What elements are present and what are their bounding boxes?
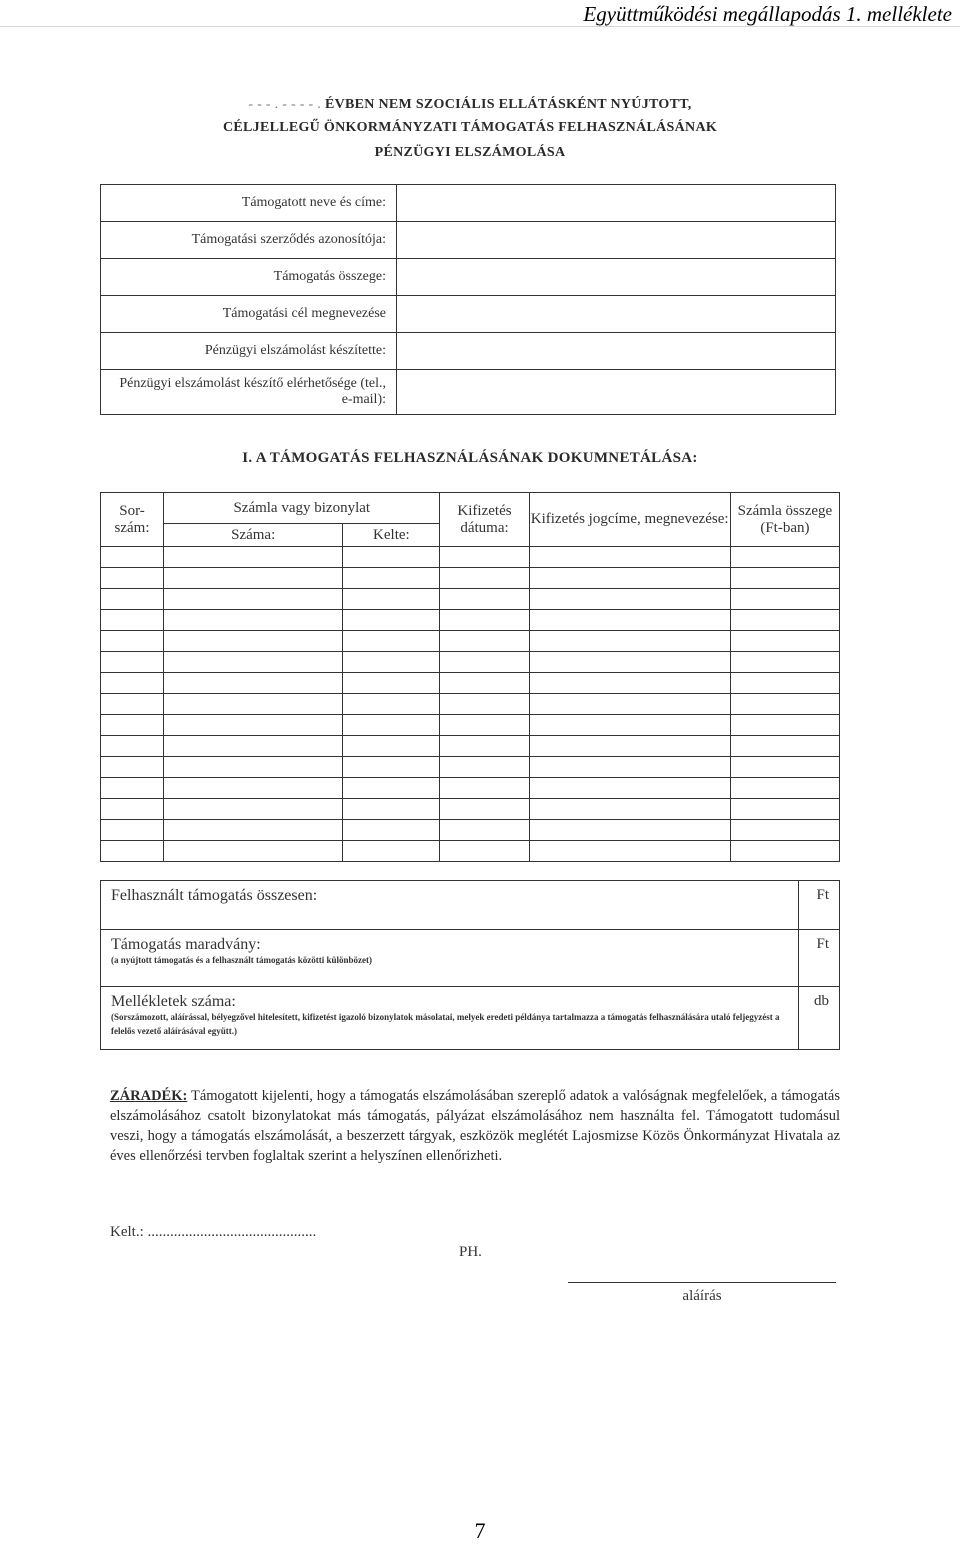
form-title-line-1 (100, 97, 840, 113)
table-row (101, 736, 840, 757)
section-title: I. A TÁMOGATÁS FELHASZNÁLÁSÁNAK DOKUMNETÁLÁSA: (242, 450, 698, 466)
summary-remain-unit: Ft (799, 930, 840, 987)
form-title-line-1-text: ÉVBEN NEM SZOCIÁLIS ELLÁTÁSKÉNT NYÚJTOTT, (324, 97, 692, 112)
clause-keyword: ZÁRADÉK: (110, 1088, 188, 1104)
summary-attach-note: (Sorszámozott, aláírással, bélyegzővel hitelesített, kifizetést igazoló bizonylatok másolatai, melyek eredeti példánya tartalmazza a támogatás felhasználására utaló feljegyzést a felelős vezető aláírásával együtt.) (111, 1012, 780, 1036)
table-row (101, 694, 840, 715)
summary-table (100, 880, 840, 1050)
table-row (101, 778, 840, 799)
info-row (101, 333, 836, 370)
documentation-table (100, 492, 840, 862)
summary-remain-label: Támogatás maradvány: (111, 936, 261, 953)
page-number: 7 (474, 1518, 486, 1543)
table-row (101, 547, 840, 568)
col-header-kelte: Kelte: (343, 524, 440, 547)
date-field[interactable]: Kelt.: ............................................. (110, 1224, 317, 1240)
info-row (101, 370, 836, 415)
table-row (101, 757, 840, 778)
col-header-kifizetes-datum: Kifizetés dátuma: (440, 493, 529, 547)
header-divider (0, 26, 960, 27)
col-header-szama: Száma: (164, 524, 343, 547)
info-label-amount: Támogatás összege: (101, 259, 397, 296)
annex-title: Együttműködési megállapodás 1. melléklete (583, 2, 952, 26)
table-row (101, 568, 840, 589)
info-label-purpose: Támogatási cél megnevezése (101, 296, 397, 333)
summary-remain-note: (a nyújtott támogatás és a felhasznált támogatás közötti különbözet) (111, 955, 372, 965)
info-row (101, 296, 836, 333)
table-row (101, 589, 840, 610)
stamp-placeholder: PH. (459, 1244, 482, 1260)
form-title-prefix: - - - . - - - - . (248, 97, 322, 112)
info-row (101, 185, 836, 222)
clause-paragraph (110, 1086, 840, 1166)
info-value-contact[interactable] (397, 370, 836, 415)
table-row (101, 715, 840, 736)
form-title-line-2: CÉLJELLEGŰ ÖNKORMÁNYZATI TÁMOGATÁS FELHASZNÁLÁSÁNAK (222, 120, 718, 135)
info-value-amount[interactable] (397, 259, 836, 296)
info-value-contract-id[interactable] (397, 222, 836, 259)
info-label-contact: Pénzügyi elszámolást készítő elérhetősége (tel., e-mail): (101, 370, 397, 415)
table-row (101, 799, 840, 820)
table-row (101, 820, 840, 841)
table-header-row (101, 493, 840, 524)
info-row (101, 222, 836, 259)
info-value-prepared-by[interactable] (397, 333, 836, 370)
summary-remain-cell[interactable] (101, 930, 799, 987)
info-row (101, 259, 836, 296)
table-row (101, 610, 840, 631)
summary-row-remain (101, 930, 840, 987)
info-label-beneficiary: Támogatott neve és címe: (101, 185, 397, 222)
col-header-osszeg: Számla összege (Ft-ban) (730, 493, 839, 547)
summary-attach-cell[interactable] (101, 987, 799, 1050)
signature-label: aláírás (682, 1288, 722, 1304)
table-row (101, 841, 840, 862)
table-row (101, 652, 840, 673)
info-label-prepared-by: Pénzügyi elszámolást készítette: (101, 333, 397, 370)
summary-used-unit: Ft (799, 881, 840, 930)
info-value-beneficiary[interactable] (397, 185, 836, 222)
summary-used-label: Felhasznált támogatás összesen: (111, 887, 318, 904)
clause-text: Támogatott kijelenti, hogy a támogatás elszámolásában szereplő adatok a valóságnak megfelelőek, a támogatás elszámolásához csatolt bizonylatokat más támogatás, pályázat elszámolásához nem használta fel. Támogatott tudomásul veszi, hogy a támogatás elszámolását, a beszerzett tárgyak, eszközök meglétét Lajosmizse Közös Önkormányzat Hivatala az éves ellenőrzési tervben foglaltak szerint a helyszínen ellenőrizheti. (110, 1088, 840, 1164)
info-label-contract-id: Támogatási szerződés azonosítója: (101, 222, 397, 259)
signature-line[interactable] (568, 1282, 836, 1283)
info-value-purpose[interactable] (397, 296, 836, 333)
summary-attach-unit: db (799, 987, 840, 1050)
col-header-jogcim: Kifizetés jogcíme, megnevezése: (529, 493, 730, 547)
form-title-line-3: PÉNZÜGYI ELSZÁMOLÁSA (374, 145, 566, 160)
table-row (101, 673, 840, 694)
summary-row-used (101, 881, 840, 930)
table-row (101, 631, 840, 652)
summary-row-attachments (101, 987, 840, 1050)
info-table (100, 184, 836, 415)
col-header-szamla: Számla vagy bizonylat (164, 493, 440, 524)
summary-attach-label: Mellékletek száma: (111, 993, 236, 1010)
summary-used-cell[interactable] (101, 881, 799, 930)
col-header-sorszam: Sor- szám: (101, 493, 164, 547)
